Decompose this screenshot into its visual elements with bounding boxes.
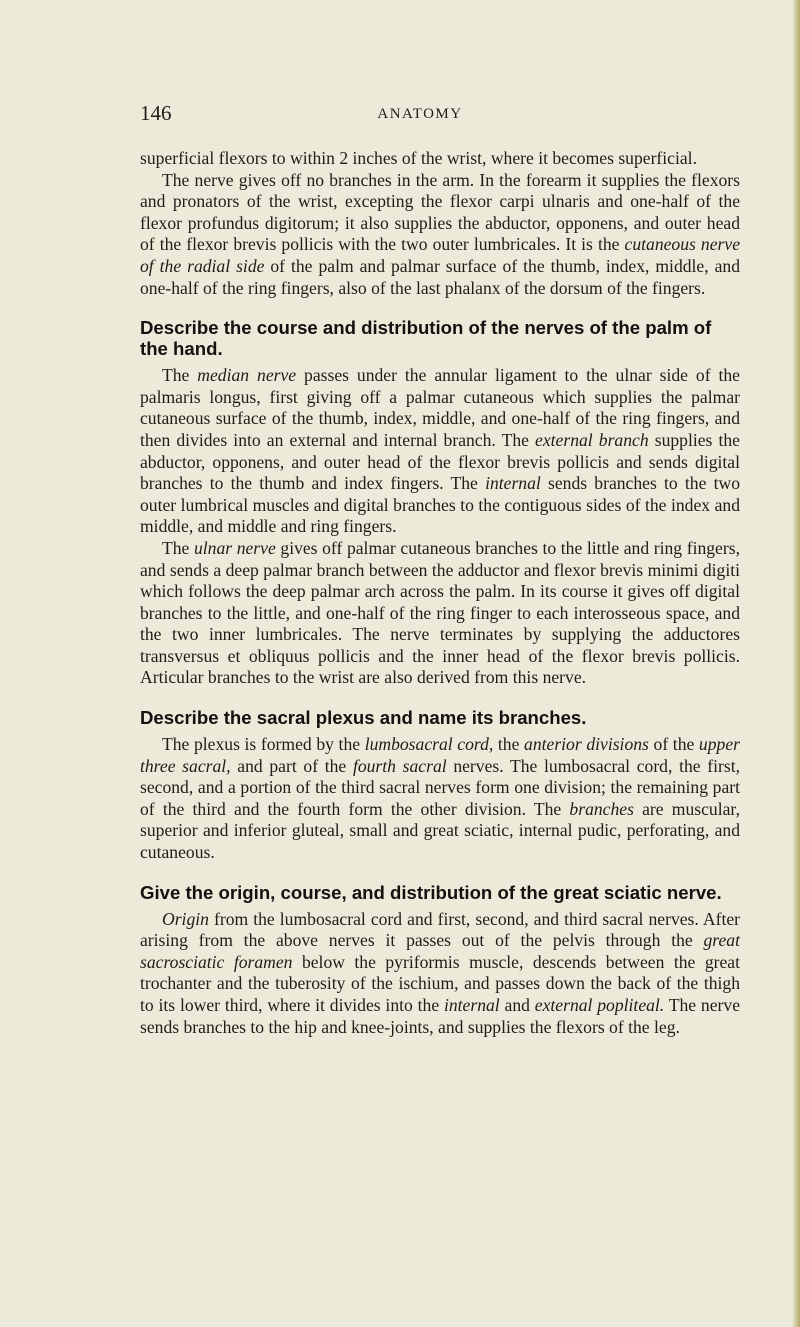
- running-head: ANATOMY: [377, 106, 463, 122]
- page-header: [140, 101, 700, 127]
- paragraph-sciatic-nerve: Origin from the lumbosacral cord and first, second, and third sacral nerves. After arising from the above nerves it passes out of the pelvis through the great sacrosciatic foramen below the pyriformis muscle, descends between the great trochanter and the tuberosity of the ischium, and passes down the back of the thigh to its lower third, where it divides into the internal and external popliteal. The nerve sends branches to the hip and knee-joints, and supplies the flexors of the leg.: [140, 908, 740, 1037]
- page-number: 146: [140, 101, 172, 125]
- page-edge-shadow: [792, 0, 800, 1327]
- paragraph-ulnar-nerve: The ulnar nerve gives off palmar cutaneous branches to the little and ring fingers, and sends a deep palmar branch between the adductor and flexor brevis minimi digiti which follows the deep palmar arch across the palm. In its course it gives off digital branches to the little, and one-half of the ring finger to each interosseous space, and the two inner lumbricales. The nerve terminates by supplying the adductores transversus et obliquus pollicis and the inner head of the flexor brevis pollicis. Articular branches to the wrist are also derived from this nerve.: [140, 537, 740, 688]
- paragraph-sacral-plexus: The plexus is formed by the lumbosacral cord, the anterior divisions of the upper three sacral, and part of the fourth sacral nerves. The lumbosacral cord, the first, second, and a portion of the third sacral nerves form one division; the remaining part of the third and the fourth form the other division. The branches are muscular, superior and inferior gluteal, small and great sciatic, internal pudic, perforating, and cutaneous.: [140, 734, 740, 863]
- paragraph-median-nerve: The median nerve passes under the annular ligament to the ulnar side of the palmaris longus, first giving off a palmar cutaneous which supplies the palmar cutaneous surface of the thumb, index, middle, and one-half of the ring fingers, and then divides into an external and internal branch. The external branch supplies the abductor, opponens, and outer head of the flexor brevis pollicis and sends digital branches to the thumb and index fingers. The internal sends branches to the two outer lumbrical muscles and digital branches to the contiguous sides of the index and middle, and middle and ring fingers.: [140, 365, 740, 537]
- page-body: [140, 148, 740, 1038]
- section-heading-sciatic-nerve: Give the origin, course, and distribution of the great sciatic nerve.: [140, 881, 722, 903]
- paragraph-nerve-branches: The nerve gives off no branches in the arm. In the forearm it supplies the flexors and pronators of the wrist, excepting the flexor carpi ulnaris and one-half of the flexor profundus digitorum; it also supplies the abductor, opponens, and outer head of the flexor brevis pollicis with the two outer lumbricales. It is the cutaneous nerve of the radial side of the palm and palmar surface of the thumb, index, middle, and one-half of the ring fingers, also of the last phalanx of the dorsum of the fingers.: [140, 169, 741, 298]
- section-heading-sacral-plexus: Describe the sacral plexus and name its branches.: [140, 707, 587, 729]
- section-heading-palm-nerves: Describe the course and distribution of the nerves of the palm of the hand.: [140, 317, 712, 360]
- paragraph-continued: superficial flexors to within 2 inches of the wrist, where it becomes superficial.: [140, 148, 697, 168]
